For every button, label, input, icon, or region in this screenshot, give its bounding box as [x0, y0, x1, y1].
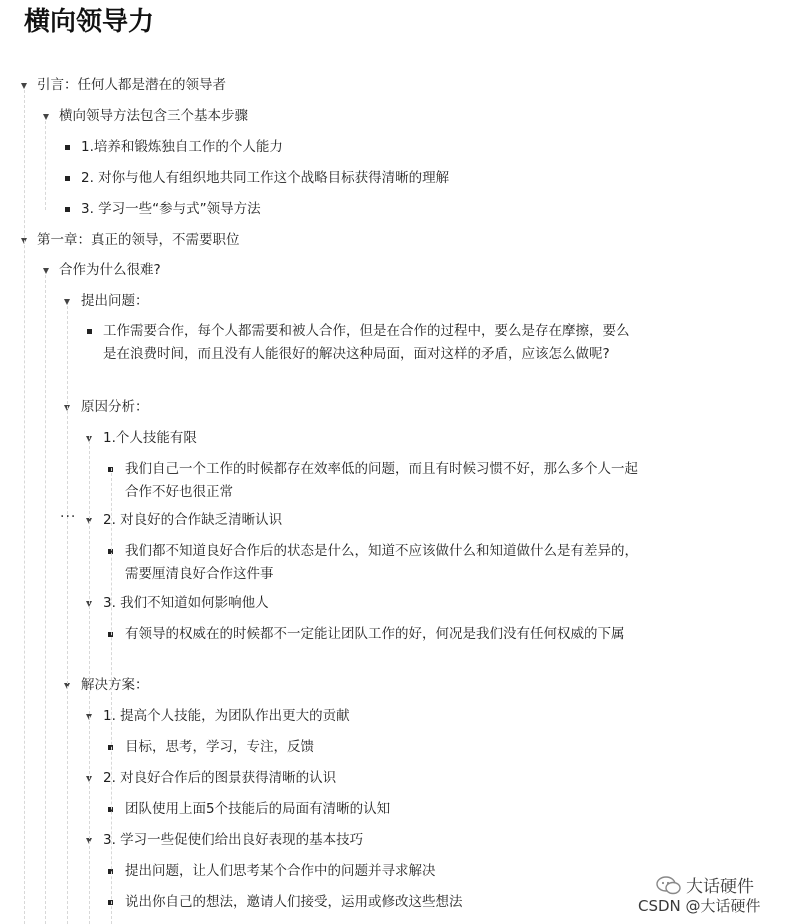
bullet-icon — [65, 145, 70, 150]
outline-toggle-item[interactable]: 3. 学习一些促使们给出良好表现的基本技巧 — [103, 832, 364, 848]
outline-bullet-item[interactable]: 目标，思考，学习，专注，反馈 — [125, 739, 314, 755]
bullet-icon — [65, 176, 70, 181]
outline-toggle-item[interactable]: 横向领导方法包含三个基本步骤 — [59, 108, 248, 124]
watermark-name: 大话硬件 — [686, 877, 754, 897]
outline-bullet-item[interactable]: 2. 对你与他人有组织地共同工作这个战略目标获得清晰的理解 — [81, 170, 450, 186]
outline-bullet-item[interactable]: 3. 学习一些“参与式”领导方法 — [81, 201, 261, 217]
outline-toggle-item[interactable]: 1.个人技能有限 — [103, 430, 197, 446]
watermark-source: CSDN @大话硬件 — [638, 897, 761, 915]
outline-toggle-item[interactable]: 2. 对良好合作后的图景获得清晰的认识 — [103, 770, 337, 786]
indent-guide — [45, 121, 46, 210]
toggle-arrow-icon[interactable] — [43, 114, 49, 120]
indent-guide — [89, 436, 90, 924]
indent-guide — [24, 90, 25, 924]
bullet-icon — [65, 207, 70, 212]
outline-bullet-item[interactable]: 提出问题，让人们思考某个合作中的问题并寻求解决 — [125, 863, 436, 879]
outline-bullet-item[interactable]: 1.培养和锻炼独自工作的个人能力 — [81, 139, 283, 155]
outline-bullet-item[interactable]: 我们自己一个工作的时候都存在效率低的问题，而且有时候习惯不好，那么多个人一起合作不好也很正常 — [125, 461, 638, 500]
outline-bullet-item[interactable]: 工作需要合作，每个人都需要和被人合作，但是在合作的过程中，要么是存在摩擦，要么是在浪费时间，而且没有人能很好的解决这种局面，面对这样的矛盾，应该怎么做呢? — [103, 323, 630, 362]
indent-guide — [67, 306, 68, 924]
indent-guide — [45, 275, 46, 924]
toggle-arrow-icon[interactable] — [21, 83, 27, 89]
outline-toggle-item[interactable]: 合作为什么很难? — [59, 262, 161, 278]
bullet-icon — [87, 329, 92, 334]
wechat-icon — [656, 876, 682, 896]
outline-toggle-item[interactable]: 2. 对良好的合作缺乏清晰认识 — [103, 512, 283, 528]
outline-bullet-item[interactable]: 团队使用上面5个技能后的局面有清晰的认知 — [125, 801, 391, 817]
outline-bullet-item[interactable]: 说出你自己的想法，邀请人们接受，运用或修改这些想法 — [125, 894, 463, 910]
drag-handle-icon[interactable]: ··· — [60, 509, 77, 525]
outline-toggle-item[interactable]: 提出问题： — [81, 293, 149, 309]
indent-guide — [111, 468, 112, 924]
outline-toggle-item[interactable]: 3. 我们不知道如何影响他人 — [103, 595, 269, 611]
outline-toggle-item[interactable]: 原因分析： — [81, 399, 149, 415]
outline-bullet-item[interactable]: 有领导的权威在的时候都不一定能让团队工作的好，何况是我们没有任何权威的下属 — [125, 626, 625, 642]
outline-bullet-item[interactable]: 我们都不知道良好合作后的状态是什么，知道不应该做什么和知道做什么是有差异的，需要厘清良好合作这件事 — [125, 543, 638, 582]
outline-toggle-item[interactable]: 解决方案： — [81, 677, 149, 693]
outline-toggle-item[interactable]: 引言：任何人都是潜在的领导者 — [37, 77, 226, 93]
outline-toggle-item[interactable]: 第一章：真正的领导，不需要职位 — [37, 232, 240, 248]
toggle-arrow-icon[interactable] — [64, 299, 70, 305]
toggle-arrow-icon[interactable] — [43, 268, 49, 274]
outline-toggle-item[interactable]: 1. 提高个人技能，为团队作出更大的贡献 — [103, 708, 350, 724]
page-title: 横向领导力 — [24, 7, 155, 37]
